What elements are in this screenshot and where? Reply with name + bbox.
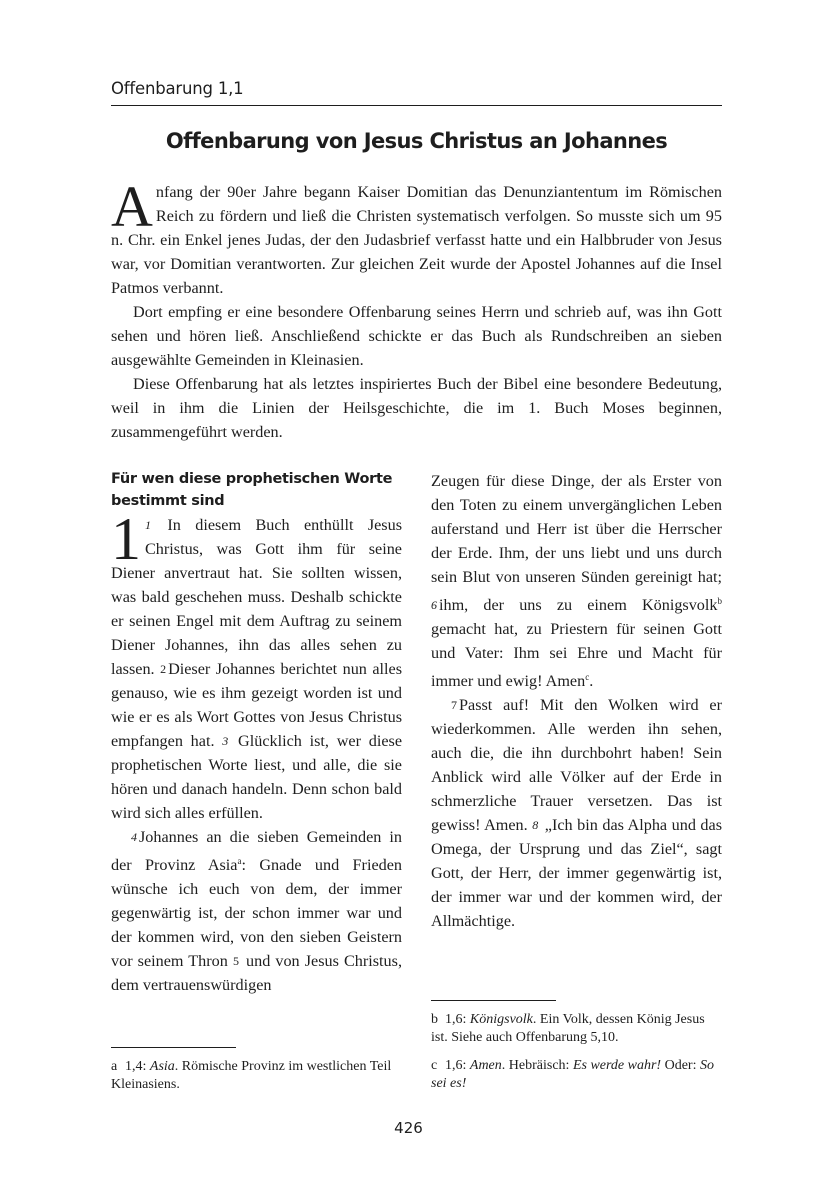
footnote-rule-right bbox=[431, 1000, 556, 1001]
verse-block-7-8 bbox=[431, 693, 722, 933]
verse-number: 7 bbox=[451, 698, 457, 712]
footnote-rule-left bbox=[111, 1047, 236, 1048]
page-title: Offenbarung von Jesus Christus an Johannes bbox=[165, 129, 668, 153]
footnote-c: c 1,6: Amen. Hebräisch: Es werde wahr! Oder: So sei es! bbox=[431, 1058, 714, 1091]
verse-text: Zeugen für diese Dinge, der als Erster von den Toten zu einem unvergänglichen Leben auferstand und Herr ist über die Herrscher der Erde. Ihm, der uns liebt und uns durch sein Blut von unseren Sünden gereinigt hat; bbox=[431, 472, 722, 586]
verse-number: 4 bbox=[131, 830, 137, 844]
intro-paragraph-1: Anfang der 90er Jahre begann Kaiser Domitian das Denunziantentum im Römischen Reich zu fördern und ließ die Christen systematisch verfolgen. So musste sich um 95 n. Chr. ein Enkel jenes Judas, der den Judasbrief verfasst hatte und ein Halbbruder von Jesus war, vor Domitian verantworten. Zur gleichen Zeit wurde der Apostel Johannes auf die Insel Patmos verbannt. bbox=[111, 174, 722, 297]
verse-block-1-3 bbox=[111, 506, 403, 825]
footnote-marker-b[interactable]: b bbox=[717, 596, 722, 606]
footnote-a: a 1,4: Asia. Römische Provinz im westlichen Teil Kleinasiens. bbox=[111, 1059, 392, 1092]
section-heading: Für wen diese prophetischen Worte bestimmt sind bbox=[111, 471, 393, 509]
verse-number: 1 bbox=[145, 518, 151, 532]
verse-number: 8 bbox=[532, 818, 539, 832]
verse-text: „Ich bin das Alpha und das Omega, der Ursprung und das Ziel“, sagt Gott, der Herr, der immer gegenwärtig ist, der immer war und der kommen wird, der Allmächtige. bbox=[431, 816, 723, 930]
verse-number: 6 bbox=[431, 598, 437, 612]
running-head: Offenbarung 1,1 bbox=[111, 79, 244, 98]
verse-number: 3 bbox=[222, 734, 229, 748]
verse-number: 5 bbox=[232, 954, 239, 968]
verse-text: ihm, der uns zu einem Königsvolk bbox=[439, 596, 718, 614]
header-rule bbox=[111, 105, 722, 106]
verse-block-5-6: Zeugen für diese Dinge, der als Erster von den Toten zu einem unvergänglichen Leben auferstand und Herr ist über die Herrscher der Erde. Ihm, der uns liebt und uns durch sein Blut von unseren Sünden gereinigt hat; 6 ihm, der uns zu einem Königsvolk$^b$ gemacht hat, zu Priestern für seinen Gott und Vater: Ihm sei Ehre und Macht für immer und ewig! Amen$^c$. bbox=[431, 472, 722, 690]
intro-paragraph-2: Dort empfing er eine besondere Offenbarung seines Herrn und schrieb auf, was ihn Gott sehen und hören ließ. Anschließend schickte er das Buch als Rundschreiben an sieben ausgewählte Gemeinden in Kleinasien. bbox=[111, 303, 722, 369]
footnote-b: b 1,6: Königsvolk. Ein Volk, dessen König Jesus ist. Siehe auch Offenbarung 5,10. bbox=[431, 1012, 705, 1045]
text-column-left bbox=[111, 468, 402, 997]
verse-text: : Gnade und Frieden wünsche ich euch von dem, der immer gegenwärtig ist, der schon immer war und der kommen wird, von den sieben Geistern vor seinem Thron bbox=[111, 856, 402, 970]
page-number: 426 bbox=[394, 1119, 423, 1137]
text-column-right bbox=[431, 469, 722, 933]
intro-paragraph-3: Diese Offenbarung hat als letztes inspiriertes Buch der Bibel eine besondere Bedeutung, weil in ihm die Linien der Heilsgeschichte, die im 1. Buch Moses beginnen, zusammengeführt werden. bbox=[111, 375, 722, 441]
drop-cap-letter: A bbox=[111, 174, 153, 239]
verse-text: gemacht hat, zu Priestern für seinen Gott und Vater: Ihm sei Ehre und Macht für immer und ewig! Amen bbox=[431, 620, 722, 690]
verse-text: Dieser Johannes berichtet nun alles genauso, wie es ihm gezeigt worden ist und wie er es als Wort Gottes von Jesus Christus empfangen hat. bbox=[111, 660, 402, 750]
verse-text: In diesem Buch enthüllt Jesus Christus, was Gott ihm für seine Diener anvertraut hat. Sie sollten wissen, was bald geschehen muss. Deshalb schickte er seinen Engel mit dem Auftrag zu seinem Diener Johannes, ihn das alles sehen zu lassen. bbox=[111, 516, 403, 678]
footnote-marker-a[interactable]: a bbox=[237, 856, 242, 866]
verse-text: Passt auf! Mit den Wolken wird er wiederkommen. Alle werden ihn sehen, auch die, die ihn durchbohrt haben! Sein Anblick wird alle Völker auf der Erde in schmerzliche Trauer versetzen. Das ist gewiss! Amen. bbox=[431, 696, 722, 834]
footnote-marker-c[interactable]: c bbox=[585, 672, 590, 682]
verse-text: und von Jesus Christus, dem vertrauenswürdigen bbox=[111, 952, 402, 994]
chapter-number: 1 bbox=[111, 506, 141, 572]
introduction bbox=[111, 174, 722, 444]
verse-number: 2 bbox=[160, 662, 167, 676]
verse-text: Johannes an die sieben Gemeinden in der Provinz Asia bbox=[111, 828, 402, 874]
verse-text: Glücklich ist, wer diese prophetischen Worte liest, und alle, die sie hören und danach handeln. Denn schon bald wird sich alles erfüllen. bbox=[111, 732, 403, 822]
verse-block-4-5 bbox=[111, 825, 402, 997]
